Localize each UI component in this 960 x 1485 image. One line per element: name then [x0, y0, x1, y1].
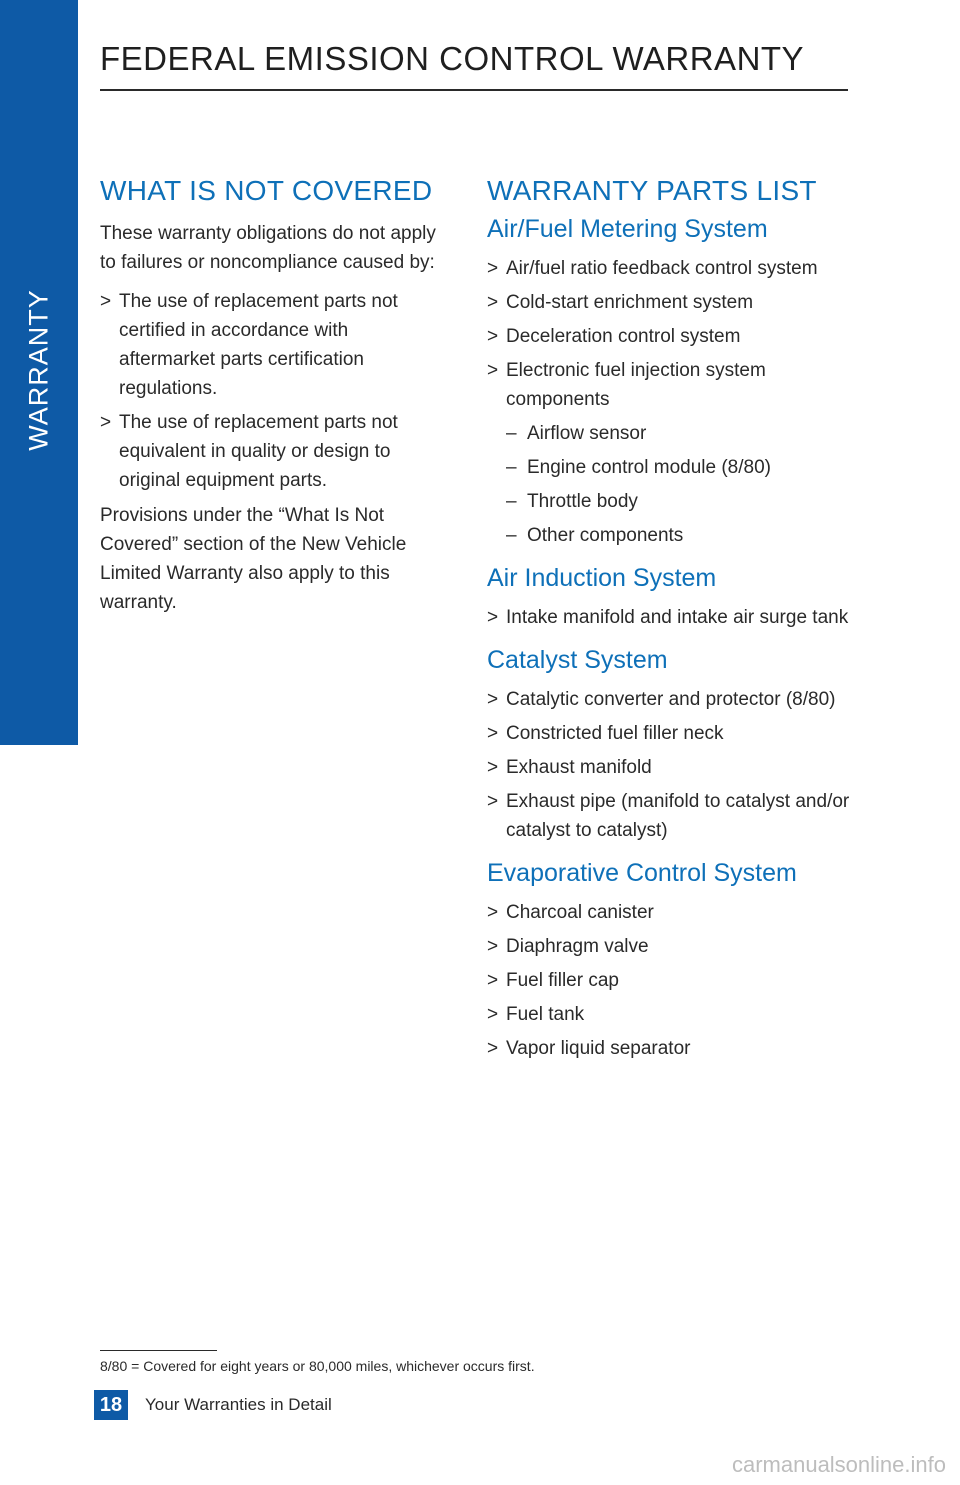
list-item: > Air/fuel ratio feedback control system: [487, 254, 857, 283]
sub-list-item: – Airflow sensor: [506, 419, 857, 448]
dash-marker: –: [506, 491, 517, 512]
list-item: > The use of replacement parts not certified in accordance with aftermarket parts certification regulations.: [100, 287, 440, 403]
bullet-marker: >: [487, 360, 499, 381]
bullet-marker: >: [487, 607, 499, 628]
watermark: carmanualsonline.info: [731, 1452, 946, 1477]
list-item: > Intake manifold and intake air surge tank: [487, 603, 857, 632]
evaporative-list: [487, 898, 857, 1063]
section-title-air-fuel: Air/Fuel Metering System: [487, 215, 768, 243]
title-divider: [100, 89, 848, 91]
section-title-evaporative: Evaporative Control System: [487, 859, 797, 887]
bullet-marker: >: [487, 723, 499, 744]
footnote: 8/80 = Covered for eight years or 80,000 miles, whichever occurs first.: [100, 1358, 535, 1374]
parts-list-heading: WARRANTY PARTS LIST: [487, 175, 817, 206]
sub-list-item: – Other components: [506, 521, 857, 550]
bullet-marker: >: [487, 902, 499, 923]
sub-list-item: – Engine control module (8/80): [506, 453, 857, 482]
bullet-marker: >: [487, 791, 499, 812]
page-title: FEDERAL EMISSION CONTROL WARRANTY: [100, 40, 805, 77]
bullet-marker: >: [487, 689, 499, 710]
list-item: > Fuel filler cap: [487, 966, 857, 995]
list-item: > Deceleration control system: [487, 322, 857, 351]
dash-marker: –: [506, 457, 517, 478]
sub-list: [506, 419, 857, 550]
dash-marker: –: [506, 423, 517, 444]
list-item: > Electronic fuel injection system components – Airflow sensor – Engine control module (8/80) – Throttle body – Other components: [487, 356, 857, 550]
side-tab-label: WARRANTY: [23, 289, 54, 451]
bullet-marker: >: [487, 936, 499, 957]
list-item: > Vapor liquid separator: [487, 1034, 857, 1063]
side-tab: [0, 0, 78, 745]
bullet-marker: >: [100, 412, 112, 433]
list-item: > Constricted fuel filler neck: [487, 719, 857, 748]
bullet-marker: >: [100, 291, 112, 312]
catalyst-list: [487, 685, 857, 845]
bullet-marker: >: [487, 1004, 499, 1025]
not-covered-list: [100, 287, 440, 495]
list-item: > Cold-start enrichment system: [487, 288, 857, 317]
bullet-marker: >: [487, 326, 499, 347]
list-item: > The use of replacement parts not equivalent in quality or design to original equipment parts.: [100, 408, 440, 495]
page-number-badge: 18: [94, 1390, 128, 1420]
list-item: > Charcoal canister: [487, 898, 857, 927]
not-covered-intro: These warranty obligations do not apply to failures or noncompliance caused by:: [100, 223, 436, 273]
bullet-marker: >: [487, 757, 499, 778]
not-covered-closing: Provisions under the “What Is Not Covered” section of the New Vehicle Limited Warranty also apply to this warranty.: [100, 505, 407, 613]
bullet-marker: >: [487, 292, 499, 313]
air-induction-list: [487, 603, 857, 632]
list-item: > Fuel tank: [487, 1000, 857, 1029]
bullet-marker: >: [487, 1038, 499, 1059]
parts-list-column: [487, 175, 857, 1069]
footer-section-title: Your Warranties in Detail: [145, 1395, 332, 1414]
list-item: > Exhaust manifold: [487, 753, 857, 782]
not-covered-heading: WHAT IS NOT COVERED: [100, 175, 433, 206]
list-item: > Diaphragm valve: [487, 932, 857, 961]
section-title-air-induction: Air Induction System: [487, 564, 717, 592]
not-covered-column: [100, 175, 440, 627]
section-title-catalyst: Catalyst System: [487, 646, 668, 674]
list-item: > Catalytic converter and protector (8/80): [487, 685, 857, 714]
bullet-marker: >: [487, 258, 499, 279]
footnote-divider: [100, 1350, 217, 1351]
bullet-marker: >: [487, 970, 499, 991]
dash-marker: –: [506, 525, 517, 546]
air-fuel-list: [487, 254, 857, 550]
list-item: > Exhaust pipe (manifold to catalyst and/or catalyst to catalyst): [487, 787, 857, 845]
sub-list-item: – Throttle body: [506, 487, 857, 516]
